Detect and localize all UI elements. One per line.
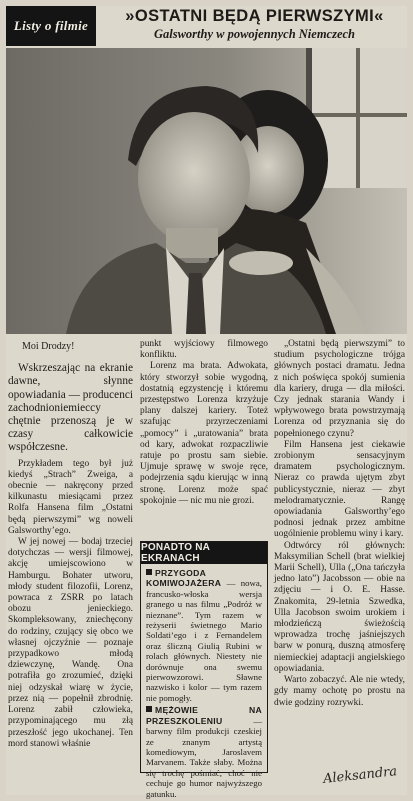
also-showing-body [146, 568, 262, 801]
paragraph: Lorenz ma brata. Adwokata, który stworzył sobie wygodną, dostatnią egzystencję i któremu przestępstwo Lorenza krzyżuje plany dalszej kariery. Toteż szafując przyrzeczeniami „pomocy” i „uratowania” brata od kary, adwokat rozpaczliwie ratuje po prostu sam siebie. Ujmuje sprawę w swoje ręce, podejrzenia sądu kierując w inną stronę. Lorenz może spać spokojnie — nic mu nie grozi. [140, 361, 268, 506]
section-badge: Listy o filmie [6, 6, 96, 46]
also-showing-box [140, 541, 268, 799]
header [102, 6, 407, 46]
article-column-3 [274, 339, 405, 709]
also-showing-heading: PONADTO NA EKRANACH [141, 542, 267, 564]
bullet-square-icon [146, 569, 152, 575]
film-title: MĘŻOWIE NA PRZESZKOLENIU [146, 705, 262, 726]
paragraph: punkt wyjściowy filmowego konfliktu. [140, 339, 268, 361]
paragraph: Przykładem tego był już kiedyś „Strach” Zweiga, a obecnie — nakręcony przed kilkunastu miesiącami przez Rolfa Hansena film „Ostatni będą pierwszymi” wg noweli Galsworthy’ego. [8, 458, 133, 536]
paragraph: Film Hansena jest ciekawie zrobionym sensacyjnym dramatem psychologicznym. Nieraz co prawda ujętym zbyt publicystycznie, nieraz — zbyt melodramatycznie. Rangę opowiadania Galsworthy’ego podnosi jednak przez ambitne uogólnienie problemu winy i kary. [274, 439, 405, 540]
paragraph: Odtwórcy ról głównych: Maksymilian Schell (brat wielkiej Marii Schell), Ulla („Ona tańczyła jedno lato”) Jacobsson — obie na zdjęciu — i O. E. Hasse. Znakomita, 29-letnia Szwedka, Ulla Jacobson swoim urokiem i młodzieńczą świeżością wprowadza trochę jaśniejszych barw w ponurą, duszną atmosferę niemieckiej adaptacji angielskiego opowiadania. [274, 540, 405, 674]
film-entry [146, 705, 262, 799]
film-title: PRZYGODA KOMIWOJAŻERA [146, 568, 222, 589]
greeting: Moi Drodzy! [22, 341, 75, 352]
paragraph: Warto zobaczyć. Ale nie wtedy, gdy mamy ochotę po prostu na dwie godziny rozrywki. [274, 675, 405, 708]
lead-paragraph: Wskrzeszając na ekranie dawne, słynne opowiadania — producenci zachodnioniemieccy chętnie przenoszą je w czasy całkowicie współczesne. [8, 362, 133, 454]
paragraph: „Ostatni będą pierwszymi” to studium psychologiczne trójga głównych postaci dramatu. Jedna z nich poświęca spokój sumienia dla kariery, druga — dla miłości. Czy jednak starania Wandy i wpływowego brata powstrzymają Lorenza od przyznania się do popełnionego czynu? [274, 339, 405, 439]
paragraph: W jej nowej — bodaj trzeciej dotychczas — wersji filmowej, akcję umiejscowiono w Hamburgu. Bohater utworu, młody student filozofii, Lorenz, powraca z ZSRR po latach obozu jenieckiego. Skompleksowany, zniechęcony do rodziny, czujący się obco we własnej ojczyźnie — poznaje przypadkowo młodą dziewczynę, Wandę. Ona potrafiła go zrozumieć, dzięki niej odzyskał wiarę w życie, przez nią — popełnił zbrodnię. Lorenz zabił człowieka, przypominającego mu złą przeszłość jego ukochanej. Ten mord stanowi właśnie [8, 537, 133, 749]
magazine-page [6, 6, 407, 799]
author-signature: Aleksandra [322, 764, 398, 787]
article-column-1 [8, 339, 133, 750]
film-still-photo [6, 48, 407, 334]
bullet-square-icon [146, 706, 152, 712]
article-title: »OSTATNI BĘDĄ PIERWSZYMI« [125, 7, 384, 25]
article-column-2 [140, 339, 268, 507]
film-still-illustration [6, 48, 407, 334]
film-entry [146, 568, 262, 703]
article-subtitle: Galsworthy w powojennych Niemczech [153, 27, 356, 41]
film-review: — barwny film produkcji czeskiej ze znanym artystą komediowym, Jaroslavem Marvanem. Także słaby. Można się trochę pośmiać, choć nie cechuje go humor najwyższego gatunku. [146, 715, 262, 799]
film-review: — nowa, francusko-włoska wersja granego u nas filmu „Podróż w nieznane”. Tym razem w reżyserii świetnego Mario Soldati’ego i z Fernandelem oraz śliczną Giulią Rubini w rolach głównych. Niestety nie dorównuje ona swemu pierwowzorowi. Sławne nazwisko i kolor — tym razem nie pomogły. [146, 578, 263, 703]
